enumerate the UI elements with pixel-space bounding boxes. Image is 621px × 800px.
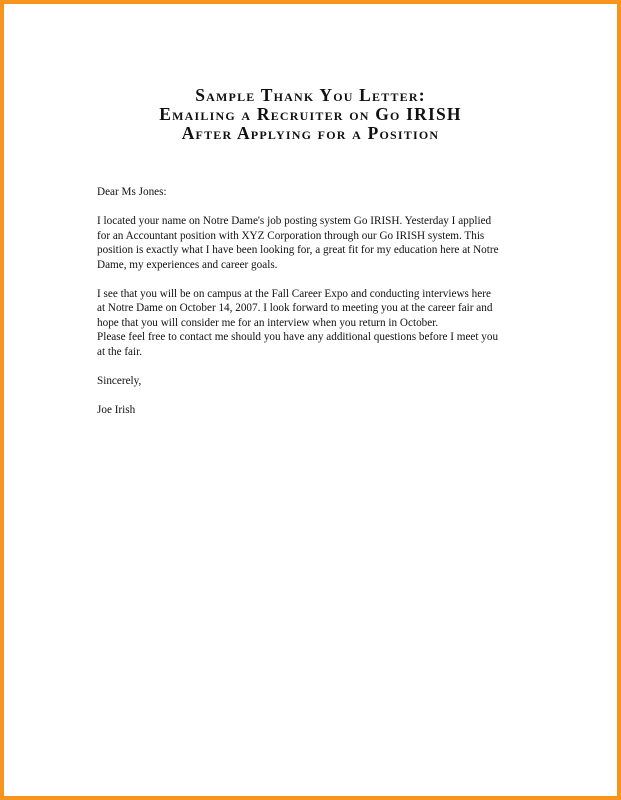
letter-body [97, 185, 567, 432]
paragraph-1-line: Dame, my experiences and career goals. [97, 258, 278, 271]
salutation: Dear Ms Jones: [97, 186, 167, 198]
title-line-3: After Applying for a Position [181, 123, 440, 143]
letter-title [4, 86, 617, 143]
paragraph-1-line: I located your name on Notre Dame's job posting system Go IRISH. Yesterday I applied [97, 215, 492, 227]
signature: Joe Irish [97, 403, 136, 416]
paragraph-2-line: Please feel free to contact me should you have any additional questions before I meet you [97, 331, 499, 343]
paragraph-2-line: at the fair. [97, 345, 143, 358]
paragraph-2-line: at Notre Dame on October 14, 2007. I look forward to meeting you at the career fair and [97, 302, 493, 314]
paragraph-2 [97, 287, 567, 360]
paragraph-2-line: I see that you will be on campus at the Fall Career Expo and conducting interviews here [97, 287, 491, 300]
title-line-1: Sample Thank You Letter: [195, 85, 426, 105]
paragraph-1 [97, 214, 567, 272]
paragraph-2-line: hope that you will consider me for an interview when you return in October. [97, 316, 439, 329]
paragraph-1-line: position is exactly what I have been looking for, a great fit for my education here at Notre [97, 244, 499, 256]
title-line-2: Emailing a Recruiter on Go IRISH [159, 104, 462, 124]
paragraph-1-line: for an Accountant position with XYZ Corporation through our Go IRISH system. This [97, 229, 485, 242]
closing: Sincerely, [97, 374, 142, 387]
